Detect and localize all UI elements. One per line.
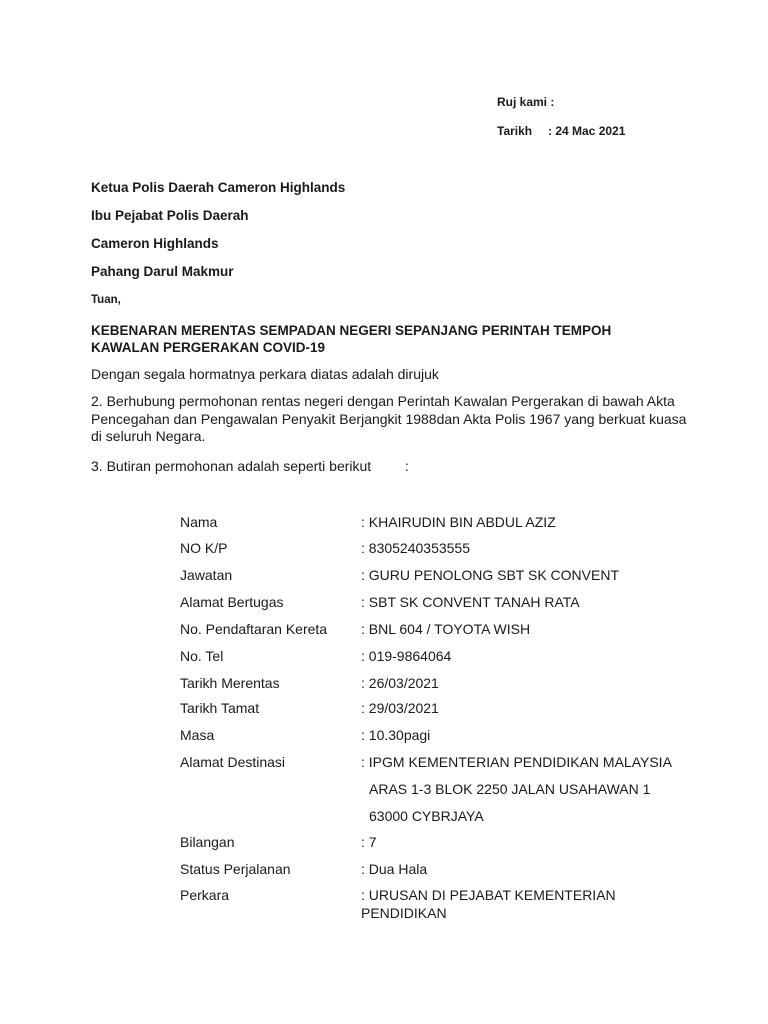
detail-label: Bilangan [180, 834, 235, 850]
detail-value: : 10.30pagi [361, 727, 431, 743]
detail-value: : 7 [361, 834, 377, 850]
paragraph-2: 2. Berhubung permohonan rentas negeri dengan Perintah Kawalan Pergerakan di bawah Akta Pencegahan dan Pengawalan Penyakit Berjangkit 1988dan Akta Polis 1967 yang berkuat kuasa di seluruh Negara. [91, 393, 687, 444]
detail-label: Masa [180, 727, 215, 743]
detail-label: Alamat Destinasi [180, 754, 286, 770]
detail-label: Perkara [180, 887, 230, 903]
detail-label: Status Perjalanan [180, 861, 291, 877]
detail-label: Tarikh Merentas [180, 675, 280, 691]
detail-label: Tarikh Tamat [180, 700, 260, 716]
paragraph-1: Dengan segala hormatnya perkara diatas adalah dirujuk [91, 366, 439, 382]
paragraph-3-colon: : [405, 458, 409, 474]
detail-label: NO K/P [180, 540, 228, 556]
detail-value: : Dua Hala [361, 861, 428, 877]
tarikh-value: : 24 Mac 2021 [548, 124, 626, 138]
detail-value: : 019-9864064 [361, 648, 452, 664]
detail-value: : URUSAN DI PEJABAT KEMENTERIAN PENDIDIKAN [361, 887, 616, 921]
detail-value: : BNL 604 / TOYOTA WISH [361, 621, 531, 637]
detail-value-continued: 63000 CYBRJAYA [369, 808, 484, 824]
salutation: Tuan, [91, 294, 121, 306]
detail-value: : 29/03/2021 [361, 700, 439, 716]
tarikh-label: Tarikh [497, 124, 533, 138]
detail-value: : SBT SK CONVENT TANAH RATA [361, 594, 580, 610]
recipient-line-3: Cameron Highlands [91, 236, 219, 251]
detail-label: Nama [180, 514, 218, 530]
detail-label: No. Pendaftaran Kereta [180, 621, 328, 637]
detail-label: Jawatan [180, 567, 233, 583]
detail-label: Alamat Bertugas [180, 594, 284, 610]
detail-value: : 8305240353555 [361, 540, 470, 556]
detail-value: : IPGM KEMENTERIAN PENDIDIKAN MALAYSIA [361, 754, 672, 770]
subject-line-2: KAWALAN PERGERAKAN COVID-19 [91, 340, 326, 355]
recipient-line-1: Ketua Polis Daerah Cameron Highlands [91, 180, 346, 195]
detail-value: : GURU PENOLONG SBT SK CONVENT [361, 567, 620, 583]
detail-label: No. Tel [180, 648, 224, 664]
recipient-line-2: Ibu Pejabat Polis Daerah [91, 208, 249, 223]
detail-value: : 26/03/2021 [361, 675, 439, 691]
ruj-kami-label: Ruj kami : [497, 95, 555, 109]
detail-value-continued: ARAS 1-3 BLOK 2250 JALAN USAHAWAN 1 [369, 781, 651, 797]
paragraph-3: 3. Butiran permohonan adalah seperti berikut [91, 458, 372, 474]
subject-line-1: KEBENARAN MERENTAS SEMPADAN NEGERI SEPANJANG PERINTAH TEMPOH [91, 323, 612, 338]
recipient-line-4: Pahang Darul Makmur [91, 264, 234, 279]
detail-value: : KHAIRUDIN BIN ABDUL AZIZ [361, 514, 556, 530]
subject-heading [91, 322, 691, 356]
